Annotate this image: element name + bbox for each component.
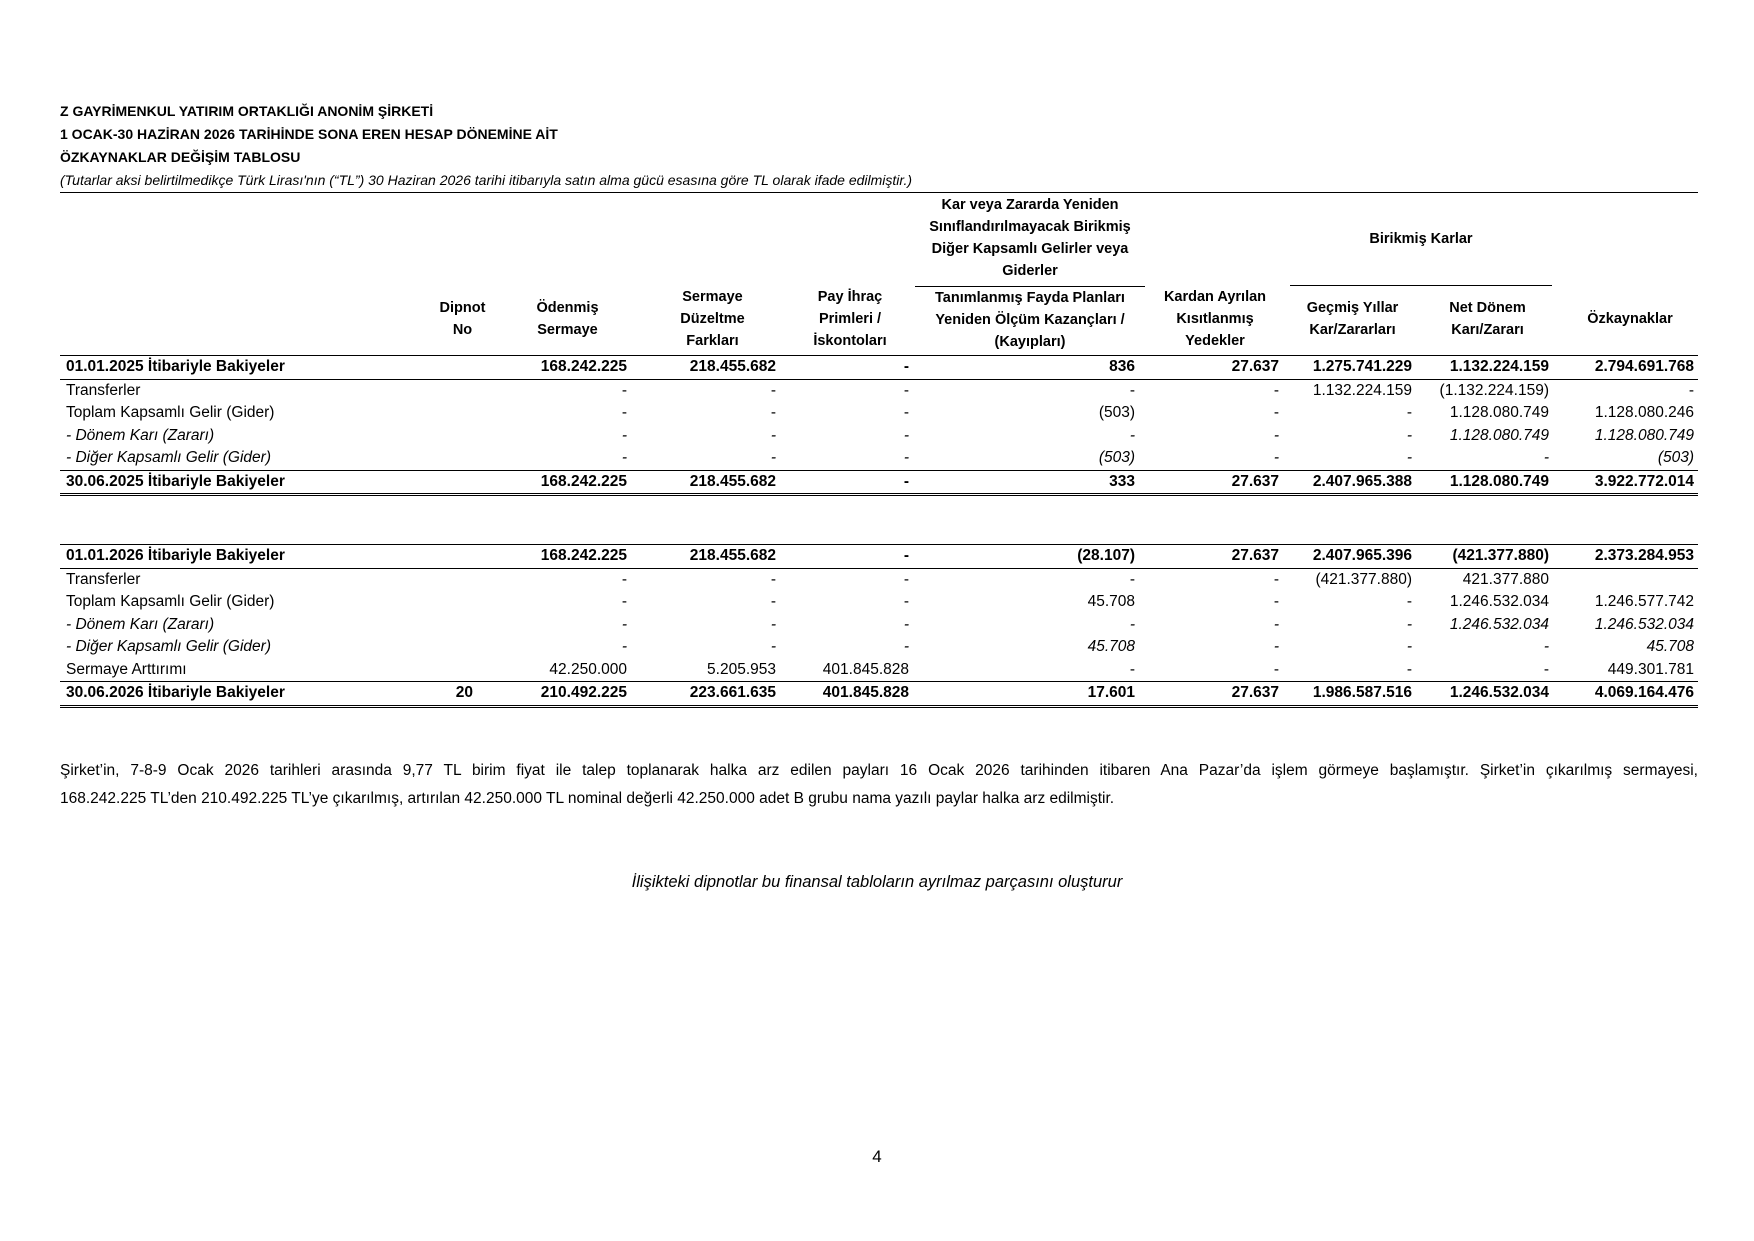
col-group-birikmis: Birikmiş Karlar bbox=[1369, 231, 1473, 247]
cell-sermaye-duzeltme: 218.455.682 bbox=[689, 472, 776, 490]
cell-ozkaynaklar: 1.128.080.749 bbox=[1594, 426, 1694, 444]
cell-gecmis-yillar: - bbox=[1406, 404, 1412, 421]
cell-net-donem: - bbox=[1543, 638, 1549, 655]
cell-kardan-ayrilan: 27.637 bbox=[1231, 472, 1279, 490]
cell-net-donem: 1.128.080.749 bbox=[1449, 426, 1549, 444]
cell-pay-ihrac: - bbox=[903, 381, 909, 399]
cell-odenmis-sermaye: - bbox=[621, 638, 627, 655]
cell-net-donem: 1.128.080.749 bbox=[1449, 472, 1549, 490]
col-tfp: Tanımlanmış Fayda Planları Yeniden Ölçüm Kazançları / (Kayıpları) bbox=[915, 286, 1145, 353]
cell-gecmis-yillar: 2.407.965.396 bbox=[1312, 547, 1412, 564]
cell-gecmis-yillar: 1.275.741.229 bbox=[1312, 358, 1412, 375]
cell-tfp: 45.708 bbox=[1087, 638, 1135, 655]
cell-kardan-ayrilan: 27.637 bbox=[1231, 547, 1279, 564]
table-row bbox=[60, 544, 1698, 569]
cell-gecmis-yillar: - bbox=[1406, 449, 1412, 466]
table-row bbox=[60, 614, 1698, 637]
cell-ozkaynaklar: 4.069.164.476 bbox=[1594, 684, 1694, 701]
cell-gecmis-yillar: 1.986.587.516 bbox=[1312, 684, 1412, 701]
cell-sermaye-duzeltme: - bbox=[770, 593, 776, 610]
cell-kardan-ayrilan: 27.637 bbox=[1231, 358, 1279, 375]
cell-net-donem: 421.377.880 bbox=[1462, 570, 1549, 588]
cell-pay-ihrac: 401.845.828 bbox=[822, 684, 909, 701]
col-pay-ihrac: Pay İhraç Primleri / İskontoları bbox=[813, 289, 887, 349]
col-kardan-ayrilan: Kardan Ayrılan Kısıtlanmış Yedekler bbox=[1163, 289, 1267, 349]
cell-pay-ihrac: - bbox=[903, 404, 909, 421]
table-2026 bbox=[60, 544, 1698, 708]
cell-ozkaynaklar: 1.246.577.742 bbox=[1594, 593, 1694, 610]
cell-sermaye-duzeltme: - bbox=[770, 615, 776, 633]
cell-odenmis-sermaye: - bbox=[621, 381, 627, 399]
cell-sermaye-duzeltme: - bbox=[770, 570, 776, 588]
cell-kardan-ayrilan: - bbox=[1273, 404, 1279, 421]
cell-odenmis-sermaye: - bbox=[621, 570, 627, 588]
cell-dipnot: 20 bbox=[455, 684, 473, 701]
table-row bbox=[60, 425, 1698, 448]
cell-sermaye-duzeltme: - bbox=[770, 404, 776, 421]
currency-note: (Tutarlar aksi belirtilmedikçe Türk Lirası'nın (“TL”) 30 Haziran 2026 tarihi itibarıyla satın alma gücü esasına göre TL olarak ifade edilmiştir.) bbox=[60, 172, 913, 188]
cell-sermaye-duzeltme: 218.455.682 bbox=[689, 547, 776, 564]
cell-ozkaynaklar: 449.301.781 bbox=[1607, 660, 1694, 678]
cell-gecmis-yillar: (421.377.880) bbox=[1315, 570, 1412, 588]
cell-odenmis-sermaye: - bbox=[621, 593, 627, 610]
cell-sermaye-duzeltme: 223.661.635 bbox=[689, 684, 776, 701]
cell-kardan-ayrilan: - bbox=[1273, 426, 1279, 444]
table-row bbox=[60, 355, 1698, 380]
ipo-note-line-2: 168.242.225 TL’den 210.492.225 TL’ye çıkarılmış, artırılan 42.250.000 TL nominal değerli 42.250.000 adet B grubu nama yazılı paylar halka arz edilmiştir. bbox=[60, 790, 1115, 807]
cell-sermaye-duzeltme: 5.205.953 bbox=[707, 660, 776, 678]
cell-net-donem: - bbox=[1543, 449, 1549, 466]
company-name: Z GAYRİMENKUL YATIRIM ORTAKLIĞI ANONİM ŞİRKETİ bbox=[60, 103, 434, 119]
cell-tfp: 836 bbox=[1109, 358, 1135, 375]
cell-odenmis-sermaye: 168.242.225 bbox=[540, 472, 627, 490]
cell-odenmis-sermaye: - bbox=[621, 615, 627, 633]
row-label: 01.01.2026 İtibariyle Bakiyeler bbox=[66, 547, 285, 564]
row-label: Sermaye Arttırımı bbox=[66, 660, 187, 678]
col-dipnot: Dipnot No bbox=[439, 300, 486, 338]
cell-tfp: 333 bbox=[1109, 472, 1135, 490]
cell-ozkaynaklar: - bbox=[1688, 381, 1694, 399]
cell-tfp: (503) bbox=[1098, 449, 1135, 466]
cell-ozkaynaklar: 45.708 bbox=[1646, 638, 1694, 655]
cell-kardan-ayrilan: - bbox=[1273, 570, 1279, 588]
col-sermaye-duzeltme: Sermaye Düzeltme Farkları bbox=[680, 289, 745, 349]
cell-pay-ihrac: - bbox=[903, 547, 909, 564]
cell-pay-ihrac: - bbox=[903, 593, 909, 610]
cell-ozkaynaklar: 1.128.080.246 bbox=[1594, 404, 1694, 421]
cell-net-donem: 1.246.532.034 bbox=[1449, 615, 1549, 633]
cell-tfp: - bbox=[1129, 615, 1135, 633]
cell-gecmis-yillar: 1.132.224.159 bbox=[1312, 381, 1412, 399]
footnote: İlişikteki dipnotlar bu finansal tabloların ayrılmaz parçasını oluşturur bbox=[631, 873, 1123, 891]
col-gecmis-yillar: Geçmiş Yıllar Kar/Zararları bbox=[1306, 300, 1399, 338]
cell-gecmis-yillar: - bbox=[1406, 660, 1412, 678]
cell-kardan-ayrilan: - bbox=[1273, 638, 1279, 655]
cell-ozkaynaklar: (503) bbox=[1657, 449, 1694, 466]
row-label: Toplam Kapsamlı Gelir (Gider) bbox=[66, 404, 275, 421]
birikmis-rule bbox=[1290, 285, 1552, 286]
row-label: 01.01.2025 İtibariyle Bakiyeler bbox=[66, 358, 285, 375]
cell-pay-ihrac: 401.845.828 bbox=[822, 660, 909, 678]
cell-pay-ihrac: - bbox=[903, 570, 909, 588]
table-row bbox=[60, 402, 1698, 425]
table-row bbox=[60, 380, 1698, 403]
cell-kardan-ayrilan: - bbox=[1273, 449, 1279, 466]
cell-sermaye-duzeltme: - bbox=[770, 449, 776, 466]
cell-tfp: - bbox=[1129, 570, 1135, 588]
cell-odenmis-sermaye: - bbox=[621, 426, 627, 444]
cell-pay-ihrac: - bbox=[903, 449, 909, 466]
row-label: 30.06.2025 İtibariyle Bakiyeler bbox=[66, 472, 285, 490]
cell-ozkaynaklar: 1.246.532.034 bbox=[1594, 615, 1694, 633]
period-title: 1 OCAK-30 HAZİRAN 2026 TARİHİNDE SONA EREN HESAP DÖNEMİNE AİT bbox=[60, 126, 558, 142]
cell-odenmis-sermaye: 168.242.225 bbox=[540, 358, 627, 375]
table-row bbox=[60, 447, 1698, 470]
cell-sermaye-duzeltme: - bbox=[770, 638, 776, 655]
cell-gecmis-yillar: 2.407.965.388 bbox=[1312, 472, 1412, 490]
row-label: - Diğer Kapsamlı Gelir (Gider) bbox=[66, 449, 271, 466]
page-number: 4 bbox=[872, 1147, 882, 1166]
row-label: Toplam Kapsamlı Gelir (Gider) bbox=[66, 593, 275, 610]
table-row bbox=[60, 591, 1698, 614]
table-row bbox=[60, 681, 1698, 708]
cell-odenmis-sermaye: - bbox=[621, 404, 627, 421]
cell-net-donem: 1.246.532.034 bbox=[1449, 593, 1549, 610]
cell-tfp: (28.107) bbox=[1077, 547, 1135, 564]
cell-net-donem: - bbox=[1543, 660, 1549, 678]
cell-kardan-ayrilan: 27.637 bbox=[1231, 684, 1279, 701]
table-2025 bbox=[60, 355, 1698, 496]
table-row bbox=[60, 569, 1698, 592]
col-ozkaynaklar: Özkaynaklar bbox=[1587, 311, 1673, 327]
header-rule bbox=[60, 192, 1698, 193]
cell-tfp: 45.708 bbox=[1087, 593, 1135, 610]
table-row bbox=[60, 636, 1698, 659]
col-net-donem: Net Dönem Karı/Zararı bbox=[1449, 300, 1526, 338]
cell-gecmis-yillar: - bbox=[1406, 426, 1412, 444]
cell-kardan-ayrilan: - bbox=[1273, 660, 1279, 678]
col-group-oci: Kar veya Zararda Yeniden Sınıflandırılmayacak Birikmiş Diğer Kapsamlı Gelirler veya Giderler bbox=[929, 197, 1131, 279]
cell-pay-ihrac: - bbox=[903, 358, 909, 375]
statement-title: ÖZKAYNAKLAR DEĞİŞİM TABLOSU bbox=[60, 149, 301, 165]
row-label: Transferler bbox=[66, 381, 141, 399]
cell-pay-ihrac: - bbox=[903, 615, 909, 633]
cell-net-donem: 1.132.224.159 bbox=[1449, 358, 1549, 375]
cell-net-donem: (421.377.880) bbox=[1452, 547, 1549, 564]
cell-ozkaynaklar: 2.794.691.768 bbox=[1594, 358, 1694, 375]
row-label: - Dönem Karı (Zararı) bbox=[66, 426, 215, 444]
cell-tfp: - bbox=[1129, 381, 1135, 399]
cell-net-donem: (1.132.224.159) bbox=[1439, 381, 1549, 399]
cell-sermaye-duzeltme: - bbox=[770, 381, 776, 399]
cell-pay-ihrac: - bbox=[903, 426, 909, 444]
cell-tfp: - bbox=[1129, 426, 1135, 444]
cell-odenmis-sermaye: 42.250.000 bbox=[549, 660, 627, 678]
row-label: - Diğer Kapsamlı Gelir (Gider) bbox=[66, 638, 271, 655]
cell-gecmis-yillar: - bbox=[1406, 593, 1412, 610]
cell-ozkaynaklar: 2.373.284.953 bbox=[1594, 547, 1694, 564]
cell-kardan-ayrilan: - bbox=[1273, 615, 1279, 633]
table-row bbox=[60, 470, 1698, 497]
cell-gecmis-yillar: - bbox=[1406, 615, 1412, 633]
cell-sermaye-duzeltme: 218.455.682 bbox=[689, 358, 776, 375]
col-odenmis-sermaye: Ödenmiş Sermaye bbox=[536, 300, 599, 338]
cell-tfp: 17.601 bbox=[1087, 684, 1135, 701]
cell-tfp: - bbox=[1129, 660, 1135, 678]
cell-pay-ihrac: - bbox=[903, 472, 909, 490]
row-label: 30.06.2026 İtibariyle Bakiyeler bbox=[66, 684, 285, 701]
ipo-note-line-1: Şirket’in, 7-8-9 Ocak 2026 tarihleri arasında 9,77 TL birim fiyat ile talep toplanarak halka arz edilen payları 16 Ocak 2026 tarihinden itibaren Ana Pazar’da işlem görmeye başlamıştır. Şirket’in çıkarılmış sermayesi, bbox=[60, 762, 1698, 779]
row-label: Transferler bbox=[66, 570, 141, 588]
cell-kardan-ayrilan: - bbox=[1273, 593, 1279, 610]
cell-kardan-ayrilan: - bbox=[1273, 381, 1279, 399]
table-row bbox=[60, 659, 1698, 682]
cell-gecmis-yillar: - bbox=[1406, 638, 1412, 655]
row-label: - Dönem Karı (Zararı) bbox=[66, 615, 215, 633]
cell-odenmis-sermaye: - bbox=[621, 449, 627, 466]
cell-pay-ihrac: - bbox=[903, 638, 909, 655]
ipo-note bbox=[60, 757, 1698, 813]
cell-odenmis-sermaye: 168.242.225 bbox=[540, 547, 627, 564]
cell-net-donem: 1.246.532.034 bbox=[1449, 684, 1549, 701]
cell-net-donem: 1.128.080.749 bbox=[1449, 404, 1549, 421]
cell-ozkaynaklar: 3.922.772.014 bbox=[1594, 472, 1694, 490]
cell-odenmis-sermaye: 210.492.225 bbox=[540, 684, 627, 701]
cell-sermaye-duzeltme: - bbox=[770, 426, 776, 444]
cell-tfp: (503) bbox=[1098, 404, 1135, 421]
